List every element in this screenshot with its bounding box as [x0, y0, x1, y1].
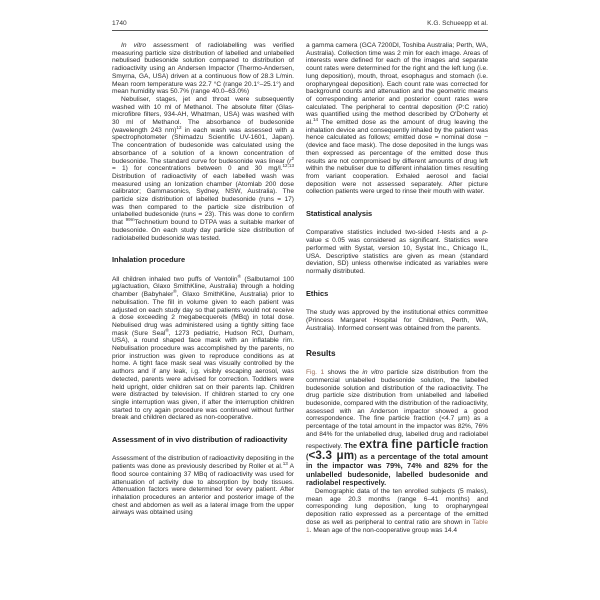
- page-number: 1740: [112, 20, 127, 27]
- text-segment: 12: [176, 124, 182, 130]
- left-column: [112, 42, 294, 534]
- text-segment: a gamma camera (GCA 7200DI, Toshiba Australia; Perth, WA, Australia). Collection time was 2 min for each image. Areas of interests were defined for each of the images and separate count rates were determined for the right and the left lung (i.e. lung deposition), mouth, throat, esophagus and stomach (i.e. oropharyngeal deposition). Each count rate was corrected for background counts and attenuation and the geometric means of corresponding anterior and posterior count rates were calculated. The peripheral to central deposition (P:C ratio) was quantified using the method described by O'Doherty et al.: [306, 42, 488, 127]
- paragraph: [306, 369, 488, 488]
- running-head: K.G. Schueepp et al.: [427, 20, 488, 27]
- paragraph: [306, 42, 488, 196]
- text-segment: . Mean age of the non-cooperative group was 14.4: [309, 526, 458, 534]
- text-segment: The: [344, 440, 360, 450]
- text-segment: ) as a: [354, 452, 378, 462]
- text-segment: in each wash was assessed with a spectrophotometer (Shimadzu Scientific UV-1601, Japan). The concentration of budesonide was calculated using the absorbance of a solution of a known concentration of budesonide. The standard curve for budesonide was linear (: [112, 126, 295, 165]
- cross-reference-link[interactable]: Table 1: [306, 518, 488, 534]
- text-segment: 2: [291, 155, 294, 161]
- paragraph: [306, 229, 488, 275]
- paragraph: [112, 273, 295, 422]
- journal-page: [112, 0, 488, 534]
- two-column-body: [112, 42, 488, 534]
- text-segment: 13: [282, 460, 288, 466]
- text-segment: -value ≤ 0.05 was considered as significant. Statistics were performed with Systat, version 10, Systat Inc., Chicago IL, USA. Descriptive statistics are given as mean (standard deviation, SD) unless otherwise indicated as variables were normally distributed.: [306, 229, 488, 275]
- text-segment: All children inhaled two puffs of Ventolin: [112, 275, 238, 283]
- right-column: [306, 42, 488, 534]
- paragraph: [112, 455, 294, 517]
- section-heading: Inhalation procedure: [112, 255, 186, 265]
- text-segment: ®: [165, 327, 169, 333]
- text-segment: percentage of the total amount in the impactor was 79%, 74% and 82% for the unlabelled budesonide, labelled budesonide and radiolabel respectively.: [306, 452, 488, 488]
- text-segment: Assessment of the distribution of radioactivity depositing in the patients was done as previously described by Roller et al.: [112, 455, 294, 471]
- text-segment: particle size distribution from the commercial unlabelled budesonide solution, the labelled budesonide solution and distribution of the radioactivity. The drug particle size distribution from unlabelled and labelled budesonide, compared with the distribution of the radioactivity, assessed with an Anderson impactor showed a good correspondence. The fine particle fraction (<4.7 μm) as a percentage of the total amount in the impactor was 82%, 76% and 84% for the unlabelled drug, labelled drug and radiolabel respectively.: [306, 369, 488, 450]
- section-heading: Assessment of in vivo distribution of radioactivity: [112, 435, 288, 445]
- text-segment: fraction (: [306, 440, 488, 462]
- section-heading: Ethics: [306, 288, 329, 298]
- text-segment: shows the: [324, 369, 363, 377]
- text-segment: Distribution of radioactivity of each labelled wash was measured using an Ionization chamber (Atomlab 200 dose calibrator; Gammasonics, Sydney, NSW, Australia). The particle size distribution of labelled budesonide (runs = 17) was then compared to the particle size distribution of unlabelled budesonide (runs = 23). This was done to confirm that: [112, 172, 294, 227]
- text-segment: Demographic data of the ten enrolled subjects (5 males), mean age 20.3 months (range 6–41 months) and corresponding lung deposition, lung to oropharyngeal deposition ratio expressed as a percentage of the emitted dose as well as peripheral to central ratio are shown in: [306, 488, 488, 526]
- text-segment: ®: [173, 288, 177, 294]
- text-segment: = 1) for concentrations between 0 and 30 mg/l.: [112, 165, 283, 173]
- text-segment: extra fine particle: [359, 437, 460, 451]
- text-segment: A flood source containing 37 MBq of radioactivity was used for attenuation of activity due to absorption by body tissues. Attenuation factors were determined for every patient. After inhalation procedures an anterior and posterior image of the chest and abdomen as well as a lateral image from the upper airways was obtained using: [112, 463, 294, 517]
- text-segment: 14: [312, 116, 319, 122]
- text-segment: ®: [237, 273, 241, 279]
- section-heading: Statistical analysis: [306, 209, 373, 219]
- section-heading: Results: [306, 349, 336, 359]
- text-segment: Nebuliser, stages, jet and throat were subsequently washed with 10 ml of Methanol. The absolute filter (Glas-microfibre filters, 934-AH, Whatman, USA) was washed with 30 ml of Methanol. The absorbance of budesonide (wavelength 243 nm): [112, 95, 294, 134]
- text-segment: Comparative statistics included two-sided: [306, 229, 438, 237]
- text-segment: <3.3 μm: [308, 449, 355, 463]
- text-segment: Technetium bound to DTPA was a suitable marker of budesonide. On each study day particle size distribution of radiolabelled budesonide was tested.: [112, 219, 294, 242]
- paragraph: [112, 42, 294, 96]
- text-segment: in vitro: [362, 369, 384, 377]
- text-segment: p: [482, 229, 486, 237]
- text-segment: , 1273 pediatric, Hudson RCI, Durham, USA), a round shaped face mask with an inflatable rim. Nebulisation procedure was accomplished by the parents, no prior instruction was given to reproduce conditions as at home. A tight face mask seal was visually controlled by the authors and if any leak, i.g. visibly escaping aerosol, was detected, parents were advised for correction. Toddlers were held upright, older children sat on their parents lap. Children were distracted by television. If children started to cry one single interruption was given, if after the interruption children started to cry again procedure was continued without further break and children declared as non-cooperative.: [112, 329, 294, 422]
- text-segment: 12,13: [282, 163, 294, 169]
- text-segment: t: [437, 229, 440, 237]
- text-segment: r: [289, 157, 292, 165]
- text-segment: 99m: [125, 216, 135, 222]
- paragraph: [306, 488, 488, 534]
- text-segment: -tests and a: [439, 229, 483, 237]
- paragraph: [306, 309, 488, 332]
- page-header: [112, 20, 488, 31]
- text-segment: (Salbutamol 100 μg/actuation, Glaxo SmithKline, Australia) through a holding chamber (Babyhaler: [112, 275, 295, 299]
- text-segment: In vitro: [121, 42, 147, 49]
- text-segment: , Glaxo SmithKline, Australia) prior to nebulisation. The fill in volume given to each patient was adjusted on each study day so that patients would not receive a dose exceeding 2 megabecquerels (MBq) in total dose. Nebulised drug was administered using a tightly sitting face mask (Sure Seal: [112, 291, 294, 337]
- text-segment: The emitted dose as the amount of drug leaving the inhalation device and consequently inhaled by the patient was hence calculated as follows; emitted dose = nominal dose − (device and face mask). The dose deposited in the lungs was then expressed as percentage of the emitted dose thus results are not compromised by different amounts of drug left within the nebuliser due to different inhalation times resulting from variant cooperation. Exhaled aerosol and facial deposition were not assessed separately. After picture collection patients were urged to rinse their mouth with water.: [306, 119, 488, 196]
- text-segment: assessment of radiolabelling was verified measuring particle size distribution of labelled and unlabelled nebulised budesonide solution compared to distribution of radioactivity using an Andersen Impactor (Thermo-Andersen, Smyrna, GA, USA) driven at a continuous flow of 28.3 L/min. Mean room temperature was 22.7 °C (range 20.1°–25.1°) and mean humidity was 50.7% (range 40.0–63.0%): [112, 42, 294, 96]
- paragraph: [112, 96, 294, 242]
- cross-reference-link[interactable]: Fig. 1: [306, 369, 325, 377]
- text-segment: The study was approved by the institutional ethics committee (Princess Margaret Hospital for Children, Perth, WA, Australia). Informed consent was obtained from the parents.: [306, 309, 488, 332]
